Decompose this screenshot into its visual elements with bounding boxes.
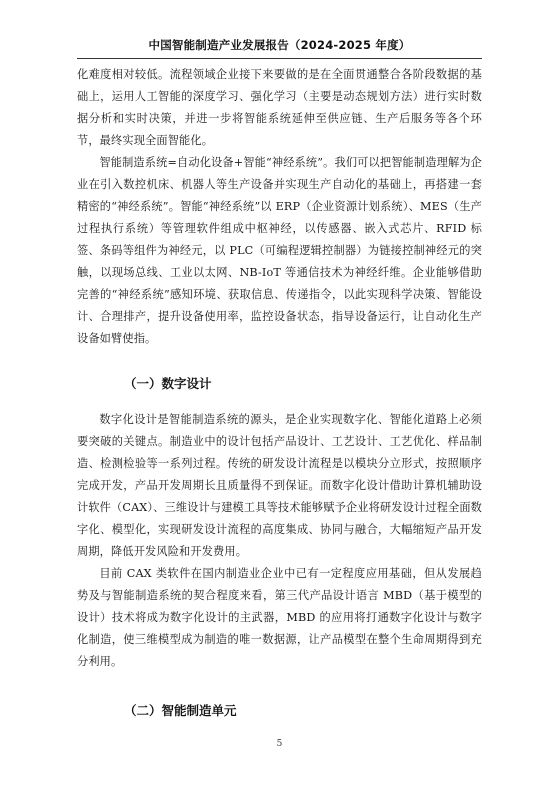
page-number: 5 <box>276 739 283 749</box>
paragraph-continued: 化难度相对较低。流程领域企业接下来要做的是在全面贯通整合各阶段数据的基础上，运用人工智能的深度学习、强化学习（主要是动态规划方法）进行实时数据分析和实时决策，并进一步将智能系统延伸至供应链、生产后服务等各个环节，最终实现全面智能化。 <box>77 68 482 147</box>
section-heading-digital-design: （一）数字设计 <box>124 376 212 391</box>
paragraph-cax-mbd: 目前 CAX 类软件在国内制造业企业中已有一定程度应用基础，但从发展趋势及与智能制造系统的契合程度来看，第三代产品设计语言 MBD（基于模型的设计）技术将成为数字化设计的主武器，MBD 的应用将打通数字化设计与数字化制造，使三维模型成为制造的唯一数据源，让产品模型在整个生命周期得到充分利用。 <box>77 567 482 668</box>
digital-design-text-block <box>77 409 482 673</box>
section-heading-smart-manufacturing-unit: （二）智能制造单元 <box>124 703 237 718</box>
paragraph-nervous-system: 智能制造系统=自动化设备+智能“神经系统”。我们可以把智能制造理解为企业在引入数控机床、机器人等生产设备并实现生产自动化的基础上，再搭建一套精密的“神经系统”。智能“神经系统”以 ERP（企业资源计划系统）、MES（生产过程执行系统）等管理软件组成中枢神经，以传感器、嵌入式芯片、RFID 标签、条码等组件为神经元，以 PLC（可编程逻辑控制器）为链接控制神经元的突触，以现场总线、工业以太网、NB-IoT 等通信技术为神经纤维。企业能够借助完善的“神经系统”感知环境、获取信息、传递指令，以此实现科学决策、智能设计、合理排产，提升设备使用率，监控设备状态，指导设备运行，让自动化生产设备如臂使指。 <box>77 156 482 345</box>
intro-text-block <box>77 64 482 350</box>
paragraph-digital-design: 数字化设计是智能制造系统的源头，是企业实现数字化、智能化道路上必须要突破的关键点。制造业中的设计包括产品设计、工艺设计、工艺优化、样品制造、检测检验等一系列过程。传统的研发设计流程是以模块分立形式，按照顺序完成开发，产品开发周期长且质量得不到保证。而数字化设计借助计算机辅助设计软件（CAX）、三维设计与建模工具等技术能够赋予企业将研发设计过程全面数字化、模型化，实现研发设计流程的高度集成、协同与融合，大幅缩短产品开发周期，降低开发风险和开发费用。 <box>77 413 482 558</box>
header-divider <box>77 58 482 59</box>
running-header: 中国智能制造产业发展报告（2024-2025 年度） <box>148 38 411 52</box>
